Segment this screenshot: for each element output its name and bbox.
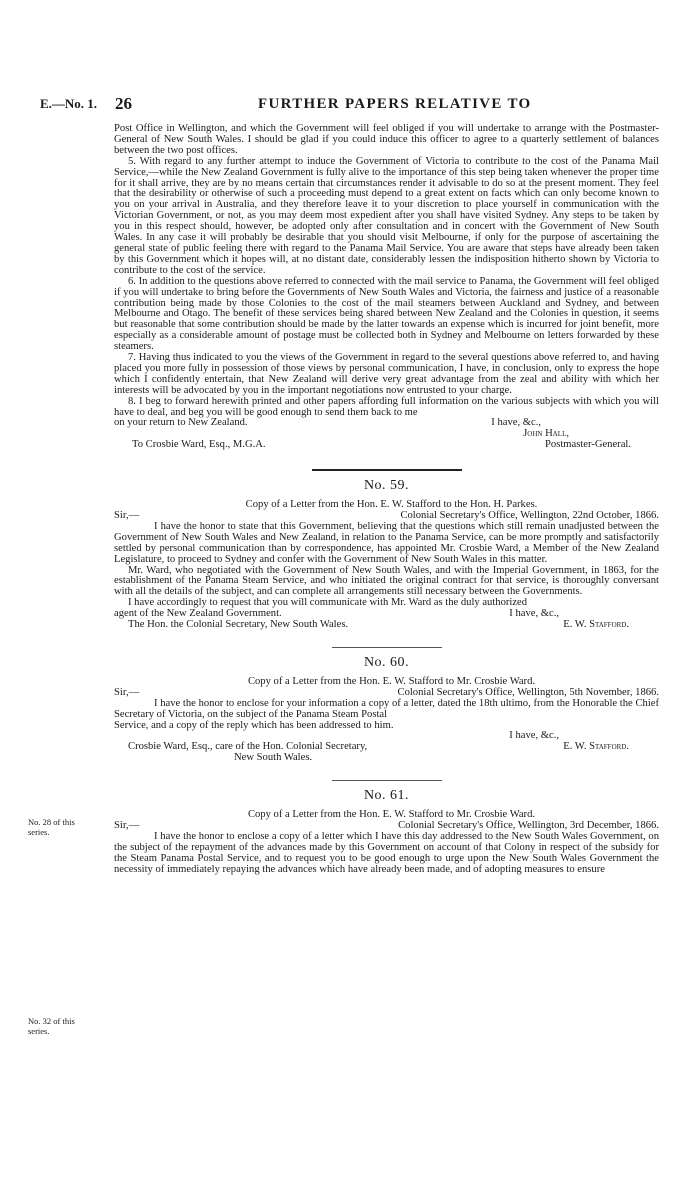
paragraph: Post Office in Wellington, and which the Government will feel obliged if you will undertake to arrange with the Postmaster-General of New South Wales. I should be glad if you could induce this officer to agree to a quarterly settlement of balances between the two post offices. [114,123,659,156]
paragraph: Mr. Ward, who negotiated with the Government of New South Wales, and with the Imperial Government, in 1863, for the establishment of the Panama Steam Service, and who initiated the original contract for that service, is thoroughly conversant with all the details of the subject, and can complete all arrangements still necessary between the Governments. [114,564,659,598]
paragraph: 6. In addition to the questions above referred to connected with the mail service to Panama, the Government will feel obliged if you will undertake to bring before the Governments of New South Wales and Victoria, the fairness and justice of a reasonable contribution being made by those Colonies to the cost of the mail steamers between Auckland and Sydney, and between Melbourne and Otago. The benefit of these services being shared between New Zealand and the Colonies in question, it seems but reasonable that some contribution should be made by the latter towards an expense which is incurred for joint benefit, more especially as a considerable amount of postage must be collected both in Sydney and Melbourne on letters forwarded by these steamers. [114,275,659,353]
letter-number: No. 60. [363,654,410,670]
margin-note-no-61: No. 32 of this series. [28,1016,75,1036]
copy-heading: Copy of a Letter from the Hon. E. W. Stafford to Mr. Crosbie Ward. [247,809,536,821]
addressee: The Hon. the Colonial Secretary, New South Wales. [128,619,349,631]
paragraph: 8. I beg to forward herewith printed and other papers affording full information on the various subjects with which you will have to deal, and beg you will be good enough to send them back to me [114,395,659,418]
letter-58-continuation [114,124,659,451]
addressee: Crosbie Ward, Esq., care of the Hon. Colonial Secretary, [128,741,368,753]
section-rule [332,647,442,648]
signer-title: Postmaster-General. [545,439,631,451]
addressee-line-2: New South Wales. [234,752,313,764]
address-line [114,440,659,451]
paragraph: I have the honor to enclose for your information a copy of a letter, dated the 18th ultimo, from the Honorable the Chief Secretary of Victoria, on the subject of the Panama Steam Postal [114,697,659,720]
letter-60 [114,654,659,764]
paragraph: I have accordingly to request that you will communicate with Mr. Ward as the duly authorized [128,597,528,609]
signature: E. W. Stafford. [563,741,629,753]
paragraph: I have the honor to enclose a copy of a letter which I have this day addressed to the New South Wales Government, on the subject of the repayment of the advances made by this Government on account of that Colony in respect of the subsidy for the Steam Panama Postal Service, and to request you to be good enough to urge upon the New South Wales Government the necessity of immediately repaying the advances which have already been made, and of adopting measures to ensure [114,830,659,875]
closing: I have, &c., [509,608,559,620]
letter-61 [114,788,659,875]
address-line [114,620,659,631]
salutation: Sir,— [114,510,140,521]
signature: John Hall, [523,428,569,440]
letter-59 [114,478,659,631]
paragraph-last-line: Service, and a copy of the reply which has been addressed to him. [114,719,394,731]
paragraph-last-line: agent of the New Zealand Government. [114,608,282,620]
document-code: E.—No. 1. [40,96,98,111]
addressee: To Crosbie Ward, Esq., M.G.A. [132,439,266,451]
document-body [114,124,659,875]
paragraph: 5. With regard to any further attempt to induce the Government of Victoria to contribute to the cost of the Panama Mail Service,—while the New Zealand Government is fully alive to the importance of this step being taken whenever the proper time for it shall arrive, they are by no means certain that circumstances render it advisable to do so at the present moment. They feel that the desirability or otherwise of such a proceeding must depend to a great extent on facts which can only become known to you on your arrival in Australia, and they therefore leave it to your discretion to place yourself in communication with the Victorian Government, or not, as you may deem most expedient after you shall have visited Sydney. Any steps to be taken by you in this respect should, however, be adopted only after consultation and in concert with the Government of New South Wales. In any case it will probably be desirable that you should visit Melbourne, if only for the purpose of ascertaining the general state of public feeling there with regard to the Panama Mail Service. You are aware that steps have already been taken by this Government which it hopes will, at no distant date, considerably lessen the indisposition hitherto shown by Victoria to contribute to the cost of the service. [114,155,659,276]
closing: I have, &c., [491,417,541,429]
closing: I have, &c., [509,730,559,742]
letter-number: No. 61. [363,788,410,804]
paragraph: I have the honor to state that this Government, believing that the questions which still remain unadjusted between the Government of New South Wales and New Zealand, in relation to the Panama Service, can be more promptly and satisfactorily settled by personal communication than by correspondence, has appointed Mr. Crosbie Ward, a Member of the New Zealand Legislature, to proceed to Sydney and confer with the Government of New South Wales in this matter. [114,520,659,565]
section-rule [332,780,442,781]
paragraph: 7. Having thus indicated to you the views of the Government in regard to the several questions above referred to, and having placed you more fully in possession of those views by personal communication, I have, in conclusion, only to express the hope which I confidently entertain, that New Zealand will derive very great advantage from the zeal and ability with which her interests will be advocated by you in the important negotiations now entrusted to your charge. [114,352,659,396]
margin-note-no-60: No. 28 of this series. [28,817,75,837]
paragraph-last-line: on your return to New Zealand. [114,417,248,429]
letter-number: No. 59. [363,478,410,494]
page-header [0,96,700,118]
place-date: Colonial Secretary's Office, Wellington, 22nd October, 1866. [400,510,659,521]
address-line [114,742,659,753]
copy-heading: Copy of a Letter from the Hon. E. W. Stafford to Mr. Crosbie Ward. [247,675,536,687]
section-rule [312,469,462,471]
salutation: Sir,— [114,686,140,698]
salutation: Sir,— [114,819,140,831]
closing-row [114,418,659,429]
place-date: Colonial Secretary's Office, Wellington, 3rd December, 1866. [398,819,659,831]
place-date: Colonial Secretary's Office, Wellington, 5th November, 1866. [397,686,659,698]
page-number: 26 [115,94,132,113]
signature: E. W. Stafford. [563,619,629,631]
copy-heading: Copy of a Letter from the Hon. E. W. Stafford to the Hon. H. Parkes. [245,499,538,511]
running-title: FURTHER PAPERS RELATIVE TO [258,96,532,112]
paragraph-end-row [114,721,659,732]
